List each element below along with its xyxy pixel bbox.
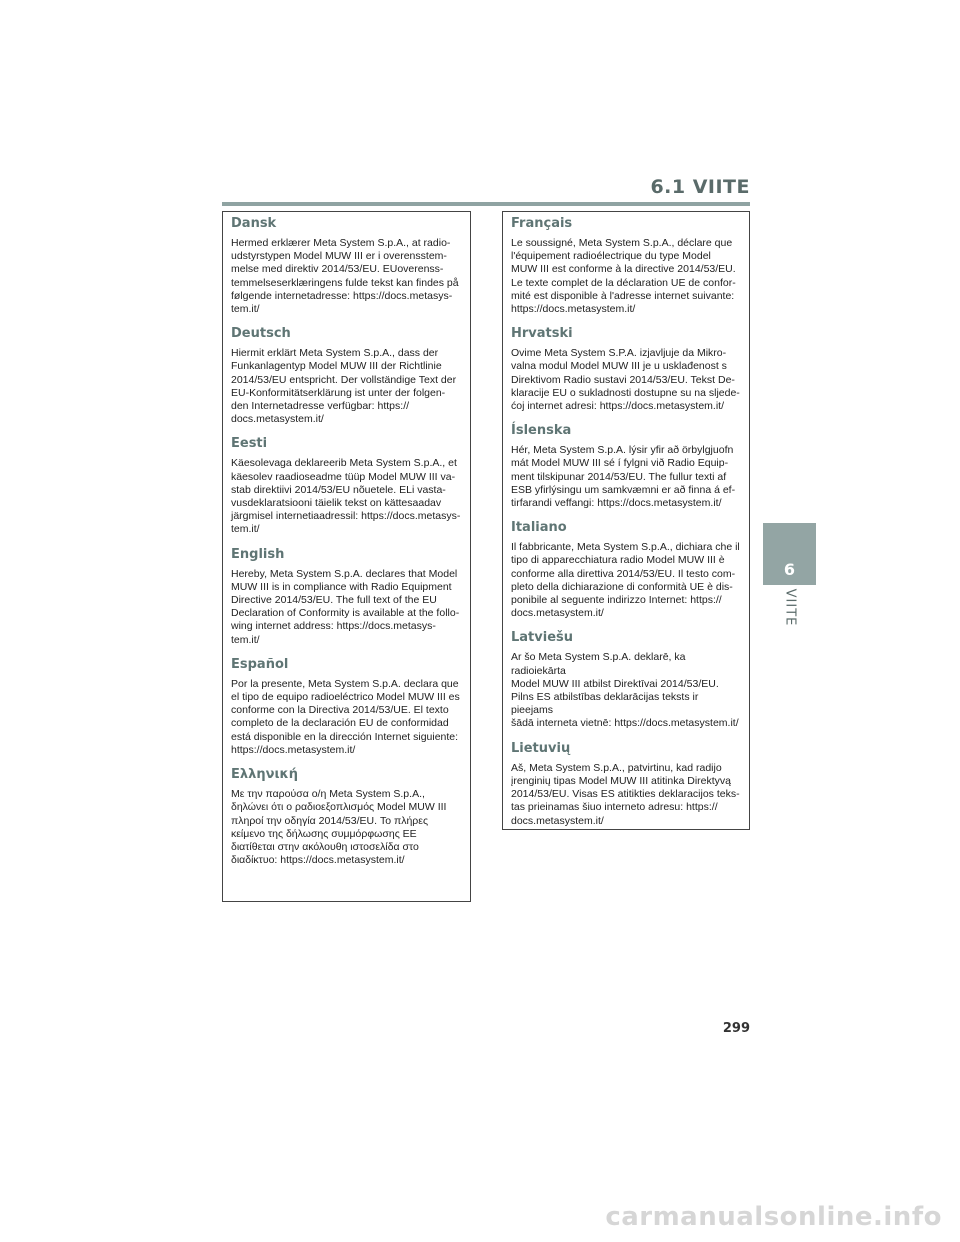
- section-title: Eesti: [231, 436, 268, 452]
- chapter-heading: 6.1 VIITE: [650, 176, 750, 198]
- section-title: Italiano: [511, 520, 567, 536]
- section-title: Íslenska: [511, 423, 572, 439]
- section-title: Dansk: [231, 216, 277, 231]
- section-body: Ar šo Meta System S.p.A. deklarē, ka radioiekārta Model MUW III atbilst Direktīvai 2014/53/EU. Pilns ES atbilstības deklarācijas teksts ir pieejams šādā interneta vietnē: https://docs.metasystem.it/: [511, 651, 739, 730]
- section-title: English: [231, 546, 285, 562]
- section-francais: [511, 216, 741, 316]
- section-body: Por la presente, Meta System S.p.A. declara que el tipo de equipo radioeléctrico Model MUW III es conforme con la Directiva 2014/53/UE. El texto completo de la declaración EU de conformidad está disponible en la dirección Internet siguiente: https://docs.metasystem.it/: [231, 677, 460, 756]
- section-body: Aš, Meta System S.p.A., patvirtinu, kad radijo įrenginių tipas Model MUW III atitinka Direktyvą 2014/53/EU. Visas ES atitikties deklaracijos teks- tas prieinamas šiuo interneto adresu: https:// docs.metasystem.it/: [511, 761, 740, 827]
- chapter-tab[interactable]: [763, 523, 816, 585]
- section-body: Hermed erklærer Meta System S.p.A., at radio- udstyrstypen Model MUW III er i overensstem- melse med direktiv 2014/53/EU. EUoverenss- temmelseserklæringens fulde tekst kan findes på følgende internetadresse: https://docs.metasys- tem.it/: [231, 237, 459, 316]
- section-islenska: [511, 423, 741, 510]
- section-title: Ελληνική: [231, 767, 298, 783]
- section-title: Deutsch: [231, 326, 291, 342]
- section-body: Με την παρούσα ο/η Meta System S.p.A., δηλώνει ότι ο ραδιοεξοπλισμός Model MUW III πληροί την οδηγία 2014/53/EU. Το πλήρες κείμενο της δήλωσης συμμόρφωσης ΕΕ διατίθεται στην ακόλουθη ιστοσελίδα στο διαδίκτυο: https://docs.metasystem.it/: [231, 788, 447, 867]
- section-greek: [231, 767, 462, 867]
- chapter-tab-number: 6: [783, 560, 796, 579]
- section-english: [231, 547, 462, 647]
- watermark-logo: carmanualsonline.info: [605, 1202, 942, 1232]
- section-italiano: [511, 520, 741, 620]
- declaration-box-right: [502, 211, 750, 830]
- section-espanol: [231, 657, 462, 757]
- section-title: Lietuvių: [511, 740, 571, 756]
- chapter-tab-label: VIITE: [782, 588, 797, 626]
- section-body: Il fabbricante, Meta System S.p.A., dichiara che il tipo di apparecchiatura radio Model MUW III è conforme alla direttiva 2014/53/EU. Il testo com- pleto della dichiarazione di conformità UE è dis- ponibile al seguente indirizzo Internet: https:// docs.metasystem.it/: [511, 541, 740, 620]
- section-eesti: [231, 436, 462, 536]
- section-body: Käesolevaga deklareerib Meta System S.p.A., et käesolev raadioseadme tüüp Model MUW III va- stab direktiivi 2014/53/EU nõuetele. ELi vasta- vusdeklaratsiooni täielik tekst on kättesaadav järgmisel internetiaadressil: https://docs.metasys- tem.it/: [231, 457, 461, 536]
- section-body: Hereby, Meta System S.p.A. declares that Model MUW III is in compliance with Radio Equipment Directive 2014/53/EU. The full text of the EU Declaration of Conformity is available at the follo- wing internet address: https://docs.metasys- tem.it/: [231, 567, 460, 646]
- section-latviesu: [511, 630, 741, 730]
- section-title: Hrvatski: [511, 326, 573, 342]
- page-number: 299: [722, 1021, 750, 1036]
- header-rule: [222, 202, 750, 206]
- section-body: Hiermit erklärt Meta System S.p.A., dass der Funkanlagentyp Model MUW III der Richtlinie 2014/53/EU entspricht. Der vollständige Text der EU-Konformitätserklärung ist unter der folgen- den Internetadresse verfügbar: https:// docs.metasystem.it/: [231, 347, 457, 426]
- section-deutsch: [231, 326, 462, 426]
- section-dansk: [231, 216, 462, 316]
- chapter-tab-label-wrap: [763, 585, 816, 629]
- section-body: Ovime Meta System S.P.A. izjavljuje da Mikro- valna modul Model MUW III je u usklađenost s Direktivom Radio sustavi 2014/53/EU. Tekst De- klaracije EU o sukladnosti dostupne su na sljede- ćoj internet adresi: https://docs.metasystem.it/: [511, 347, 740, 413]
- declaration-box-left: [222, 211, 471, 902]
- section-hrvatski: [511, 326, 741, 413]
- section-lietuviu: [511, 741, 741, 828]
- section-title: Français: [511, 216, 573, 231]
- section-title: Latviešu: [511, 630, 574, 646]
- section-body: Hér, Meta System S.p.A. lýsir yfir að örbylgjuofn mát Model MUW III sé í fylgni við Radio Equip- ment tilskipunar 2014/53/EU. The fullur texti af ESB yfirlýsingu um samkvæmni er að finna á ef- tirfarandi veffangi: https://docs.metasystem.it/: [511, 444, 736, 510]
- section-title: Español: [231, 656, 289, 672]
- section-body: Le soussigné, Meta System S.p.A., déclare que l'équipement radioélectrique du type Model MUW III est conforme à la directive 2014/53/EU. Le texte complet de la déclaration UE de confor- mité est disponible à l'adresse internet suivante: https://docs.metasystem.it/: [511, 237, 736, 316]
